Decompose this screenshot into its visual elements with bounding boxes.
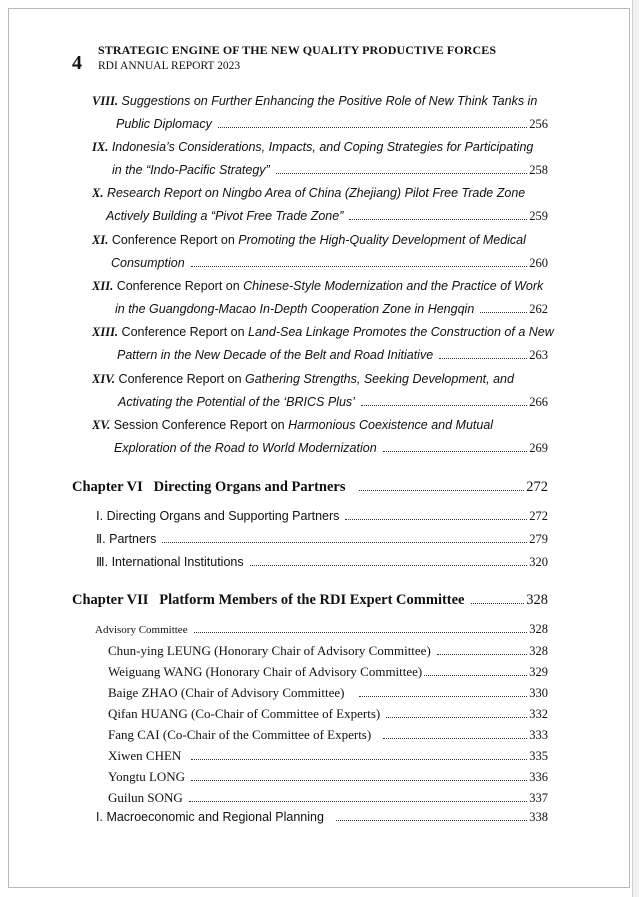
toc-numeral: VIII. [92, 94, 119, 108]
chapter-6-item-3 [96, 554, 548, 570]
toc-entry-title: Guilun SONG [108, 790, 183, 805]
toc-entry-prefix: Conference Report on [118, 372, 246, 386]
toc-entry-title: Suggestions on Further Enhancing the Positive Role of New Think Tanks in [121, 94, 538, 108]
dot-leader [191, 780, 527, 781]
toc-numeral: XI. [92, 233, 109, 247]
toc-entry-prefix: Conference Report on [111, 233, 239, 247]
dot-leader [386, 717, 527, 718]
toc-entry-xiii-line2 [117, 348, 548, 363]
dot-leader [345, 519, 527, 520]
toc-entry-xi-line2 [111, 256, 548, 271]
toc-page-number: 320 [529, 555, 548, 569]
toc-entry-x-line1 [92, 186, 525, 201]
toc-entry-title: Consumption [111, 256, 185, 270]
dot-leader [191, 759, 527, 760]
member-entry [108, 769, 548, 785]
toc-entry-title: Macroeconomic and Regional Planning [106, 810, 324, 824]
toc-numeral: X. [92, 186, 104, 200]
toc-entry-prefix: Conference Report on [116, 279, 244, 293]
dot-leader [480, 312, 527, 313]
toc-numeral: IX. [92, 140, 109, 154]
toc-page-number: 332 [529, 707, 548, 721]
toc-page-number: 260 [529, 256, 548, 270]
chapter-7-heading [72, 592, 548, 609]
dot-leader [359, 490, 524, 491]
toc-entry-title: Indonesia’s Considerations, Impacts, and Coping Strategies for Participating [111, 140, 534, 154]
chapter-title: Directing Organs and Partners [153, 479, 346, 495]
toc-page-number: 269 [529, 441, 548, 455]
dot-leader [437, 654, 527, 655]
toc-page-number: 328 [526, 592, 548, 608]
toc-entry-prefix: Conference Report on [121, 325, 249, 339]
page-number: 4 [72, 52, 82, 74]
dot-leader [336, 820, 527, 821]
page-edge [632, 0, 639, 897]
chapter-6-item-2 [96, 531, 548, 547]
advisory-committee-entry [95, 622, 548, 637]
dot-leader [218, 127, 527, 128]
member-entry [108, 790, 548, 806]
chapter-label: Chapter VI [72, 479, 143, 495]
toc-entry-title: in the Guangdong-Macao In-Depth Cooperation Zone in Hengqin [115, 302, 475, 316]
toc-entry-title: Baige ZHAO (Chair of Advisory Committee) [108, 685, 345, 700]
toc-entry-xv-line2 [114, 441, 548, 456]
toc-entry-title: in the “Indo-Pacific Strategy” [112, 163, 270, 177]
toc-entry-prefix: Session Conference Report on [113, 418, 289, 432]
toc-entry-title: Research Report on Ningbo Area of China (Zhejiang) Pilot Free Trade Zone [106, 186, 526, 200]
toc-page-number: 335 [529, 749, 548, 763]
toc-numeral: XII. [92, 279, 114, 293]
toc-page-number: 337 [529, 791, 548, 805]
dot-leader [439, 358, 527, 359]
toc-entry-title: Gathering Strengths, Seeking Development, and [245, 372, 514, 386]
chapter-label: Chapter VII [72, 592, 149, 608]
toc-entry-xiii-line1 [92, 325, 554, 340]
toc-page-number: 328 [529, 622, 548, 636]
toc-entry-title: Harmonious Coexistence and Mutual [288, 418, 494, 432]
toc-entry-ix-line2 [112, 163, 548, 178]
toc-entry-title: Pattern in the New Decade of the Belt and Road Initiative [117, 348, 434, 362]
toc-entry-title: Weiguang WANG (Honorary Chair of Advisory Committee) [108, 664, 423, 679]
toc-entry-xii-line1 [92, 279, 543, 294]
toc-entry-viii-line1 [92, 94, 537, 109]
toc-entry-title: Directing Organs and Supporting Partners [106, 509, 340, 523]
toc-entry-title: International Institutions [111, 555, 244, 569]
toc-page-number: 263 [529, 348, 548, 362]
dot-leader [189, 801, 527, 802]
toc-entry-title: Public Diplomacy [116, 117, 212, 131]
toc-entry-xi-line1 [92, 233, 526, 248]
toc-entry-title: Partners [109, 532, 157, 546]
running-subtitle: RDI ANNUAL REPORT 2023 [98, 60, 241, 72]
dot-leader [383, 738, 527, 739]
chapter-7-item-1 [96, 810, 548, 825]
toc-entry-xiv-line1 [92, 372, 514, 387]
dot-leader [191, 266, 528, 267]
toc-page-number: 272 [529, 509, 548, 523]
toc-numeral: XIII. [92, 325, 119, 339]
toc-page-number: 328 [529, 644, 548, 658]
dot-leader [383, 451, 528, 452]
dot-leader [361, 405, 527, 406]
toc-entry-title: Advisory Committee [95, 624, 188, 636]
chapter-6-item-1 [96, 508, 548, 524]
toc-entry-ix-line1 [92, 140, 533, 155]
toc-entry-title: Chinese-Style Modernization and the Practice of Work [243, 279, 544, 293]
member-entry [108, 643, 548, 659]
toc-page-number: 262 [529, 302, 548, 316]
toc-entry-title: Exploration of the Road to World Modernization [114, 441, 377, 455]
toc-entry-title: Yongtu LONG [108, 769, 186, 784]
dot-leader [471, 603, 525, 604]
toc-page-number: 259 [529, 209, 548, 223]
chapter-6-heading [72, 479, 548, 496]
member-entry [108, 727, 548, 743]
toc-entry-viii-line2 [116, 117, 548, 132]
toc-page-number: 266 [529, 395, 548, 409]
dot-leader [276, 173, 528, 174]
toc-page-number: 333 [529, 728, 548, 742]
dot-leader [194, 632, 528, 633]
dot-leader [162, 542, 527, 543]
running-title: STRATEGIC ENGINE OF THE NEW QUALITY PRODUCTIVE FORCES [98, 43, 497, 57]
toc-entry-title: Fang CAI (Co-Chair of the Committee of Experts) [108, 727, 372, 742]
toc-entry-title: Chun-ying LEUNG (Honorary Chair of Advisory Committee) [108, 643, 431, 658]
toc-entry-xv-line1 [92, 418, 493, 433]
toc-page-number: 330 [529, 686, 548, 700]
toc-entry-title: Land-Sea Linkage Promotes the Construction of a New [248, 325, 554, 339]
toc-numeral: XIV. [92, 372, 116, 386]
toc-entry-x-line2 [106, 209, 548, 224]
toc-page-number: 258 [529, 163, 548, 177]
toc-page-number: 336 [529, 770, 548, 784]
toc-numeral: Ⅲ. [96, 555, 109, 569]
dot-leader [349, 219, 527, 220]
chapter-title: Platform Members of the RDI Expert Committee [159, 592, 465, 608]
toc-entry-xiv-line2 [118, 395, 548, 410]
toc-entry-title: Promoting the High-Quality Development of Medical [238, 233, 526, 247]
toc-numeral: Ⅱ. [96, 532, 106, 546]
toc-entry-title: Xiwen CHEN [108, 748, 182, 763]
toc-entry-title: Actively Building a “Pivot Free Trade Zone” [106, 209, 344, 223]
dot-leader [359, 696, 528, 697]
toc-entry-title: Activating the Potential of the ‘BRICS Plus’ [118, 395, 355, 409]
toc-page-number: 329 [529, 665, 548, 679]
member-entry [108, 664, 548, 680]
toc-page-number: 256 [529, 117, 548, 131]
toc-page-number: 338 [529, 810, 548, 824]
member-entry [108, 748, 548, 764]
toc-entry-xii-line2 [115, 302, 548, 317]
dot-leader [424, 675, 527, 676]
toc-entry-title: Qifan HUANG (Co-Chair of Committee of Experts) [108, 706, 381, 721]
toc-numeral: I. [96, 810, 103, 824]
toc-page-number: 279 [529, 532, 548, 546]
toc-page-number: 272 [526, 479, 548, 495]
member-entry [108, 706, 548, 722]
member-entry [108, 685, 548, 701]
toc-numeral: Ⅰ. [96, 509, 104, 523]
toc-numeral: XV. [92, 418, 111, 432]
dot-leader [250, 565, 528, 566]
